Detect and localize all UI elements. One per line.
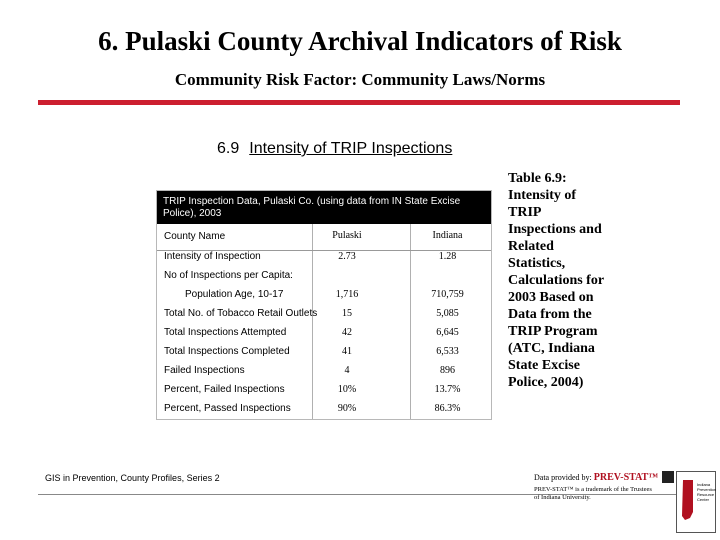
table-row <box>157 400 491 419</box>
logo-label: Indiana Prevention Resource Center <box>697 482 717 502</box>
table-header: TRIP Inspection Data, Pulaski Co. (using data from IN State Excise Police), 2003 <box>157 191 491 224</box>
table-row <box>157 286 491 305</box>
table-row <box>157 267 491 286</box>
provided-by-label: Data provided by: <box>534 473 592 482</box>
section-title: Intensity of TRIP Inspections <box>249 140 453 157</box>
brand-mark-icon <box>662 471 674 483</box>
cell-pulaski: 41 <box>342 346 352 357</box>
column-header-county: County Name <box>164 231 226 242</box>
cell-indiana: 710,759 <box>431 289 464 300</box>
cell-pulaski: 2.73 <box>338 251 356 262</box>
data-provider-credit <box>534 468 674 530</box>
column-header-indiana: Indiana <box>432 230 463 241</box>
cell-indiana: 5,085 <box>436 308 459 319</box>
column-header-row <box>157 224 491 251</box>
cell-indiana: 896 <box>440 365 455 376</box>
row-label: Percent, Passed Inspections <box>164 403 291 414</box>
brand-name: PREV-STAT™ <box>593 472 659 483</box>
provider-line <box>534 472 658 483</box>
table-row <box>157 305 491 324</box>
table-row <box>157 248 491 267</box>
row-label: Population Age, 10-17 <box>185 289 284 300</box>
table-row <box>157 362 491 381</box>
page-subtitle: Community Risk Factor: Community Laws/Norms <box>174 70 546 89</box>
cell-indiana: 13.7% <box>434 384 461 395</box>
row-label: Intensity of Inspection <box>164 251 261 262</box>
cell-indiana: 1.28 <box>438 251 457 262</box>
table-row <box>157 324 491 343</box>
indiana-state-icon <box>677 472 715 532</box>
title-divider <box>38 100 680 105</box>
cell-pulaski: 10% <box>337 384 357 395</box>
row-label: Total Inspections Attempted <box>164 327 287 338</box>
resource-center-logo <box>676 471 716 533</box>
page-title: 6. Pulaski County Archival Indicators of Risk <box>98 26 622 56</box>
cell-indiana: 6,533 <box>436 346 459 357</box>
row-label: Percent, Failed Inspections <box>164 384 285 395</box>
table-caption: Table 6.9: Intensity of TRIP Inspections and Related Statistics, Calculations for 2003 Based on Data from the TRIP Program (ATC, Indiana State Excise Police, 2004) <box>508 171 604 390</box>
cell-pulaski: 4 <box>344 365 350 376</box>
table-row <box>157 343 491 362</box>
section-heading <box>217 140 452 158</box>
column-header-pulaski: Pulaski <box>332 230 362 241</box>
cell-indiana: 6,645 <box>436 327 459 338</box>
row-label: Total No. of Tobacco Retail Outlets <box>164 308 318 319</box>
section-number: 6.9 <box>217 140 240 157</box>
trademark-note: PREV-STAT™ is a trademark of the Trustees of Indiana University. <box>534 486 652 501</box>
table-row <box>157 381 491 400</box>
row-label: No of Inspections per Capita: <box>164 270 293 281</box>
cell-pulaski: 42 <box>342 327 352 338</box>
footer-series-label: GIS in Prevention, County Profiles, Series 2 <box>45 473 220 483</box>
cell-indiana: 86.3% <box>434 403 461 414</box>
row-label: Failed Inspections <box>164 365 245 376</box>
cell-pulaski: 15 <box>342 308 352 319</box>
row-label: Total Inspections Completed <box>164 346 290 357</box>
data-table <box>156 190 492 420</box>
cell-pulaski: 90% <box>337 403 357 414</box>
cell-pulaski: 1,716 <box>335 289 359 300</box>
